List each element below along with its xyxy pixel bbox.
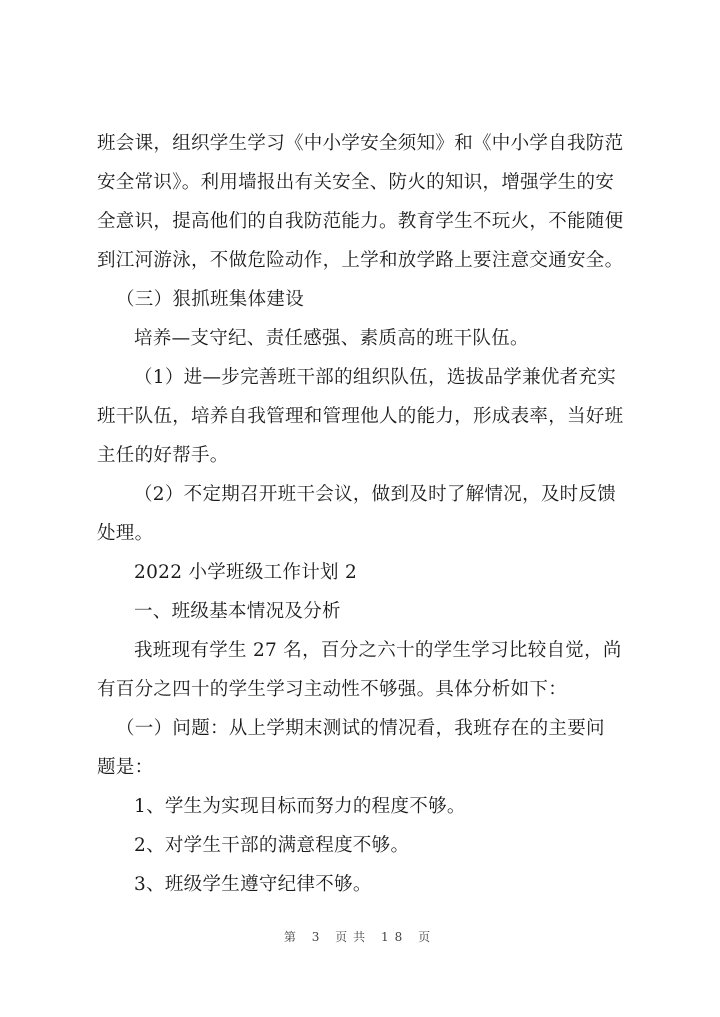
paragraph-line: （1）进—步完善班干部的组织队伍，选拔品学兼优者充实 [134, 367, 617, 388]
list-item: 3、班级学生遵守纪律不够。 [134, 874, 372, 895]
paragraph-line: 我班现有学生 27 名，百分之六十的学生学习比较自觉，尚 [134, 640, 622, 661]
paragraph-line: 培养—支守纪、责任感强、素质高的班干队伍。 [134, 328, 529, 349]
paragraph-line: 班干队伍，培养自我管理和管理他人的能力，形成表率，当好班 [97, 406, 624, 427]
paragraph-line: 题是： [97, 757, 154, 778]
paragraph-line: 处理。 [97, 523, 154, 544]
list-item: 1、学生为实现目标而努力的程度不够。 [134, 796, 466, 817]
paragraph-line: 主任的好帮手。 [97, 445, 229, 466]
paragraph-line: 班会课，组织学生学习《中小学安全须知》和《中小学自我防范 [97, 133, 624, 154]
paragraph-line: 到江河游泳，不做危险动作，上学和放学路上要注意交通安全。 [97, 250, 624, 271]
section-heading: （三）狠抓班集体建设 [116, 289, 305, 310]
paragraph-line: 有百分之四十的学生学习主动性不够强。具体分析如下： [97, 679, 568, 700]
paragraph-line: 全意识，提高他们的自我防范能力。教育学生不玩火，不能随便 [97, 211, 624, 232]
paragraph-line: 安全常识》。利用墙报出有关安全、防火的知识，增强学生的安 [97, 172, 615, 193]
page-number-footer: 第 3 页共 18 页 [283, 930, 437, 944]
section-heading: 一、班级基本情况及分析 [134, 601, 341, 622]
section-heading: 2022 小学班级工作计划 2 [134, 562, 358, 583]
paragraph-line: （一）问题：从上学期末测试的情况看，我班存在的主要问 [116, 718, 605, 739]
list-item: 2、对学生干部的满意程度不够。 [134, 835, 410, 856]
paragraph-line: （2）不定期召开班干会议，做到及时了解情况，及时反馈 [134, 484, 617, 505]
